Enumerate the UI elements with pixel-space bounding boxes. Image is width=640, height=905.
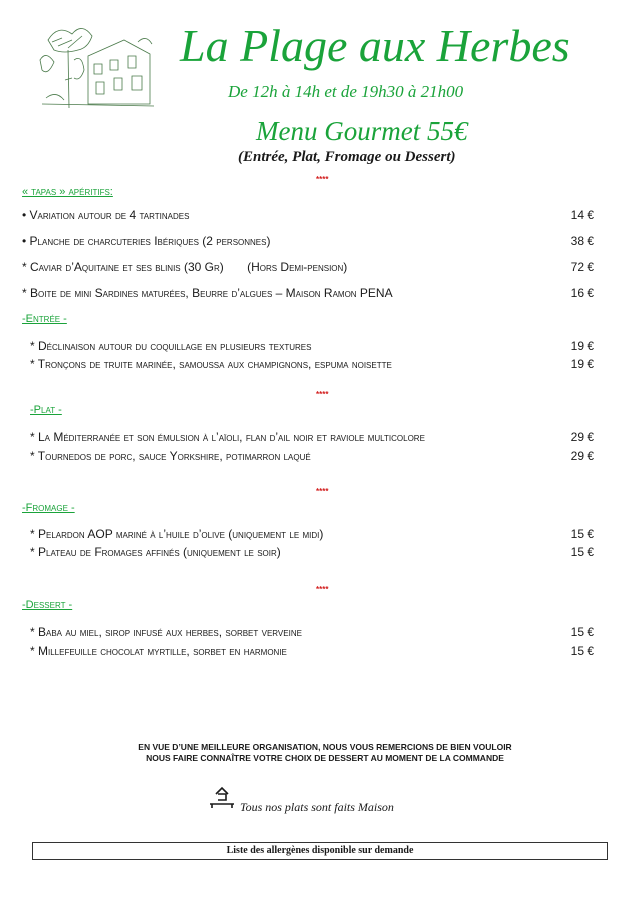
section-title-tapas: « tapas » apéritifs: — [22, 186, 113, 198]
item-name: • Variation autour de 4 tartinades — [22, 208, 190, 222]
section-title-entree: -Entrée - — [22, 313, 67, 325]
house-sketch-logo — [38, 20, 156, 112]
menu-item — [30, 430, 594, 444]
item-name: * Pelardon AOP mariné à l’huile d’olive (uniquement le midi) — [30, 527, 324, 541]
item-price: 29 € — [570, 449, 594, 463]
separator-stars: **** — [316, 487, 329, 496]
menu-item — [22, 208, 594, 222]
menu-item — [30, 644, 594, 658]
separator-stars: **** — [316, 585, 329, 594]
separator-stars: **** — [316, 175, 329, 184]
menu-item — [30, 545, 594, 559]
item-price: 38 € — [570, 234, 594, 248]
item-price: 15 € — [570, 625, 594, 639]
section-title-fromage: -Fromage - — [22, 502, 75, 514]
menu-title: Menu Gourmet 55€ — [256, 116, 468, 146]
item-name: * Tronçons de truite marinée, samoussa aux champignons, espuma noisette — [30, 357, 392, 371]
item-name: * Boite de mini Sardines maturées, Beurre d’algues – Maison Ramon PENA — [22, 286, 393, 300]
fait-maison-text: Tous nos plats sont faits Maison — [240, 800, 394, 814]
menu-item — [30, 625, 594, 639]
item-price: 14 € — [570, 208, 594, 222]
item-name: * Déclinaison autour du coquillage en plusieurs textures — [30, 339, 312, 353]
menu-item — [30, 357, 594, 371]
item-price: 72 € — [570, 260, 594, 274]
item-price: 16 € — [570, 286, 594, 300]
item-name: * Millefeuille chocolat myrtille, sorbet en harmonie — [30, 644, 287, 658]
menu-item — [30, 527, 594, 541]
item-price: 15 € — [570, 545, 594, 559]
item-name: • Planche de charcuteries Ibériques (2 personnes) — [22, 234, 271, 248]
menu-item — [22, 286, 594, 300]
item-price: 19 € — [570, 339, 594, 353]
item-price: 15 € — [570, 527, 594, 541]
item-name: * Caviar d’Aquitaine et ses blinis (30 Gr) (Hors Demi-pension) — [22, 260, 348, 274]
menu-item — [22, 260, 594, 274]
fait-maison-icon — [208, 786, 236, 810]
separator-stars: **** — [316, 390, 329, 399]
item-price: 29 € — [570, 430, 594, 444]
item-name: * La Méditerranée et son émulsion à l’aïoli, flan d’ail noir et raviole multicolore — [30, 430, 425, 444]
dessert-order-note: EN VUE D’UNE MEILLEURE ORGANISATION, NOUS VOUS REMERCIONS DE BIEN VOULOIR NOUS FAIRE CONNAÎTRE VOTRE CHOIX DE DESSERT AU MOMENT DE LA COMMANDE — [138, 742, 512, 763]
item-price: 15 € — [570, 644, 594, 658]
item-name: * Baba au miel, sirop infusé aux herbes, sorbet verveine — [30, 625, 302, 639]
menu-item — [22, 234, 594, 248]
item-name: * Tournedos de porc, sauce Yorkshire, potimarron laqué — [30, 449, 311, 463]
menu-item — [30, 449, 594, 463]
allergen-notice: Liste des allergènes disponible sur demande — [32, 842, 608, 860]
restaurant-title: La Plage aux Herbes — [180, 20, 570, 71]
menu-subtitle: (Entrée, Plat, Fromage ou Dessert) — [238, 149, 456, 165]
menu-item — [30, 339, 594, 353]
section-title-plat: -Plat - — [30, 404, 62, 416]
section-title-dessert: -Dessert - — [22, 599, 73, 611]
item-name: * Plateau de Fromages affinés (uniquement le soir) — [30, 545, 281, 559]
opening-hours: De 12h à 14h et de 19h30 à 21h00 — [228, 82, 464, 101]
item-price: 19 € — [570, 357, 594, 371]
